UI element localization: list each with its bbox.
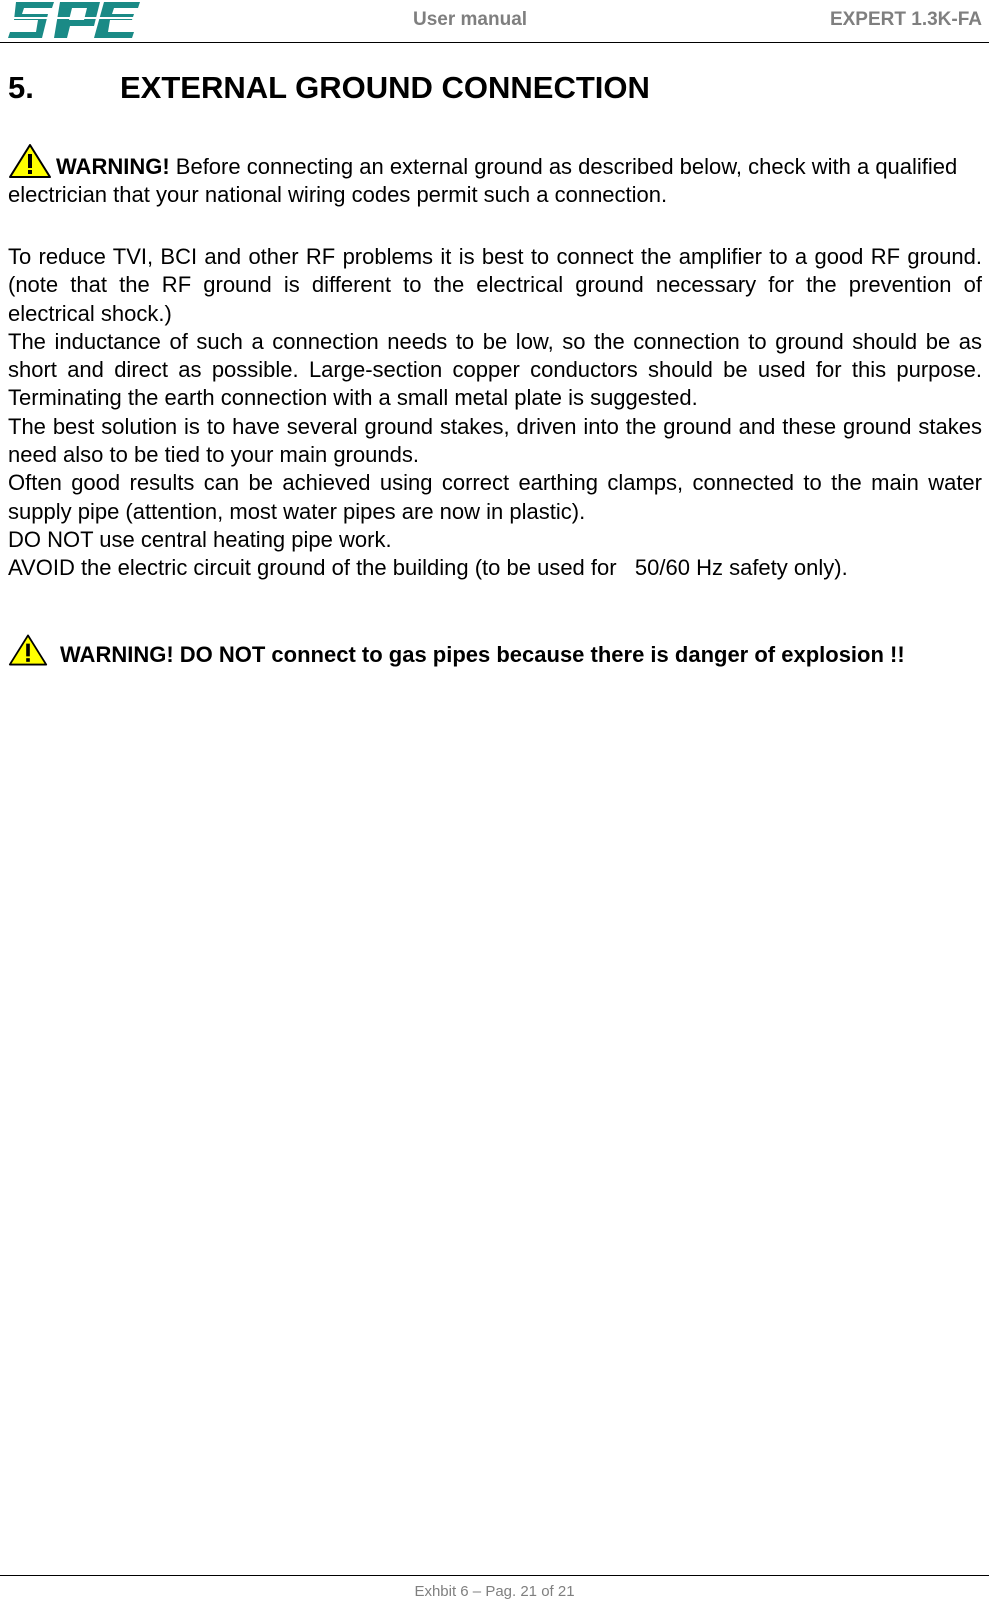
section-number: 5. — [8, 70, 34, 105]
document-type: User manual — [413, 9, 528, 30]
paragraph-heating-pipes: DO NOT use central heating pipe work. — [8, 526, 392, 552]
page-header — [0, 0, 989, 44]
warning-text: Before connecting an external ground as described below, check with a qualified electrician that your national wiring codes permit such a connection. — [8, 154, 958, 208]
warning-label: WARNING! — [56, 154, 170, 179]
footer-divider — [0, 1575, 989, 1576]
warning-block-1 — [8, 143, 982, 210]
paragraph-inductance: The inductance of such a connection needs to be low, so the connection to ground should be as short and direct as possible. Large-section copper conductors should be used for this purpose. Terminating the earth connection with a small metal plate is suggested. — [8, 328, 982, 411]
warning-block-2 — [8, 633, 982, 669]
warning-triangle-icon — [8, 143, 52, 179]
section-heading — [8, 70, 650, 106]
header-divider — [0, 42, 989, 43]
page-footer: Exhbit 6 – Pag. 21 of 21 — [414, 1583, 575, 1600]
warning-paragraph-2 — [8, 633, 982, 669]
paragraph-avoid-circuit-ground: AVOID the electric circuit ground of the building (to be used for 50/60 Hz safety only). — [8, 555, 848, 581]
warning-paragraph-1 — [8, 143, 982, 210]
warning-triangle-icon — [8, 633, 48, 667]
section-title: EXTERNAL GROUND CONNECTION — [120, 70, 650, 105]
spe-logo — [8, 0, 140, 40]
body-paragraphs — [8, 243, 982, 583]
paragraph-rf-ground: To reduce TVI, BCI and other RF problems it is best to connect the amplifier to a good RF ground. (note that the RF ground is different to the electrical ground necessary for the prevention of electrical shock.) — [8, 244, 982, 326]
gas-pipe-warning-text: WARNING! DO NOT connect to gas pipes because there is danger of explosion !! — [60, 642, 905, 667]
paragraph-earthing-clamps: Often good results can be achieved using correct earthing clamps, connected to the main water supply pipe (attention, most water pipes are now in plastic). — [8, 470, 982, 524]
paragraph-ground-stakes: The best solution is to have several ground stakes, driven into the ground and these ground stakes need also to be tied to your main grounds. — [8, 413, 982, 468]
product-model: EXPERT 1.3K-FA — [829, 9, 982, 30]
